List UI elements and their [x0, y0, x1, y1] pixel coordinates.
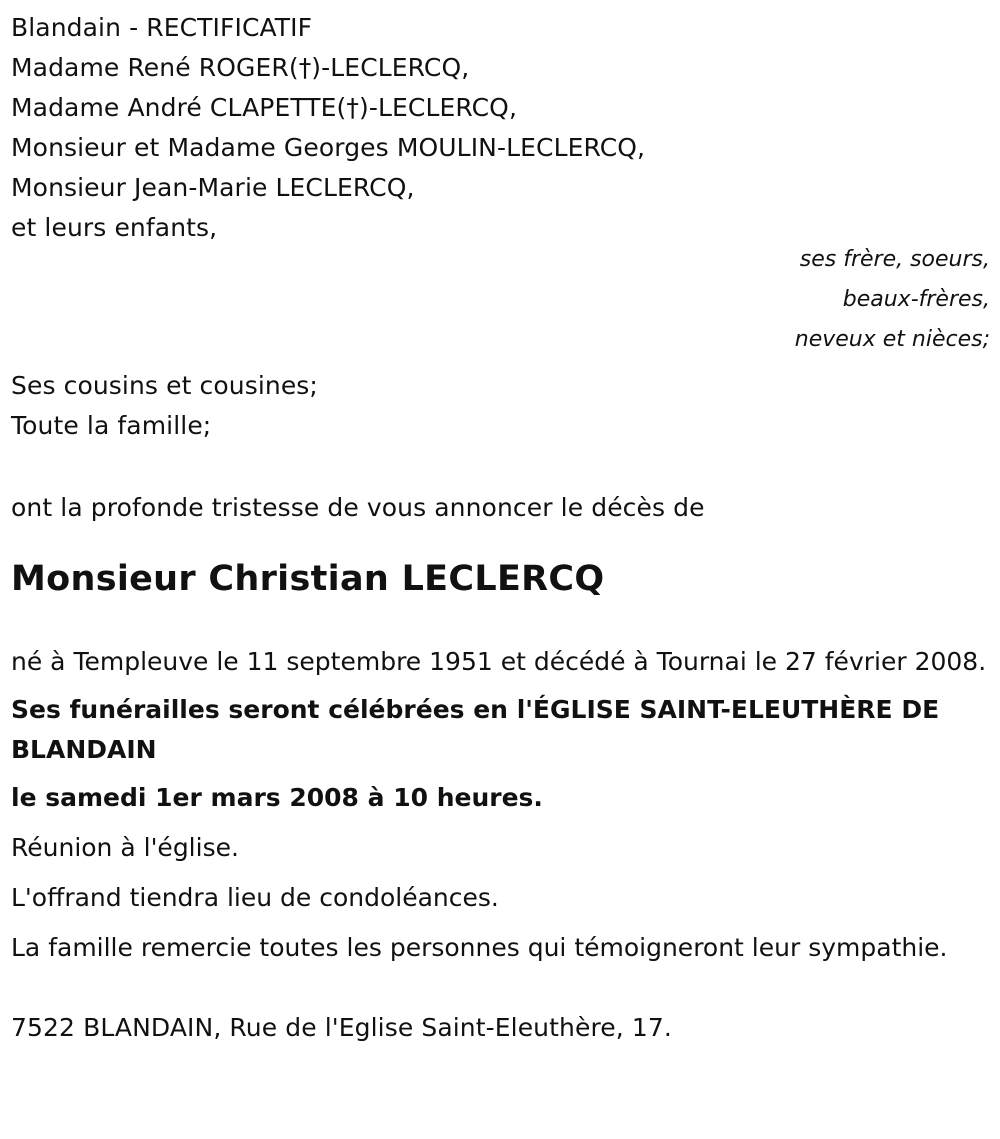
funeral-date: le samedi 1er mars 2008 à 10 heures. — [11, 783, 543, 812]
family-member: Madame René ROGER(†)-LECLERCQ, — [11, 53, 470, 82]
other-relatives — [11, 366, 990, 446]
relation-label: beaux-frères, — [842, 287, 990, 312]
family-members-list — [11, 48, 990, 248]
relation-label: neveux et nièces; — [794, 327, 990, 352]
relation-label: ses frère, soeurs, — [799, 247, 990, 272]
funeral-place: Ses funérailles seront célébrées en l'ÉGLISE SAINT-ELEUTHÈRE DE BLANDAIN — [11, 695, 940, 764]
relative-group: Toute la famille; — [11, 411, 212, 440]
family-member: Madame André CLAPETTE(†)-LECLERCQ, — [11, 93, 517, 122]
family-member: et leurs enfants, — [11, 213, 218, 242]
announcement-text: ont la profonde tristesse de vous annoncer le décès de — [11, 493, 705, 522]
thanks-message: La famille remercie toutes les personnes qui témoigneront leur sympathie. — [11, 933, 948, 962]
birth-death-details: né à Templeuve le 11 septembre 1951 et décédé à Tournai le 27 février 2008. — [11, 647, 987, 676]
family-member: Monsieur et Madame Georges MOULIN-LECLERCQ, — [11, 133, 646, 162]
relative-group: Ses cousins et cousines; — [11, 371, 318, 400]
family-member: Monsieur Jean-Marie LECLERCQ, — [11, 173, 415, 202]
family-address: 7522 BLANDAIN, Rue de l'Eglise Saint-Eleuthère, 17. — [11, 1013, 672, 1042]
deceased-name: Monsieur Christian LECLERCQ — [11, 559, 605, 599]
offering-info: L'offrand tiendra lieu de condoléances. — [11, 883, 499, 912]
family-relations — [11, 240, 990, 360]
notice-title: Blandain - RECTIFICATIF — [11, 13, 313, 42]
meeting-info: Réunion à l'église. — [11, 833, 239, 862]
